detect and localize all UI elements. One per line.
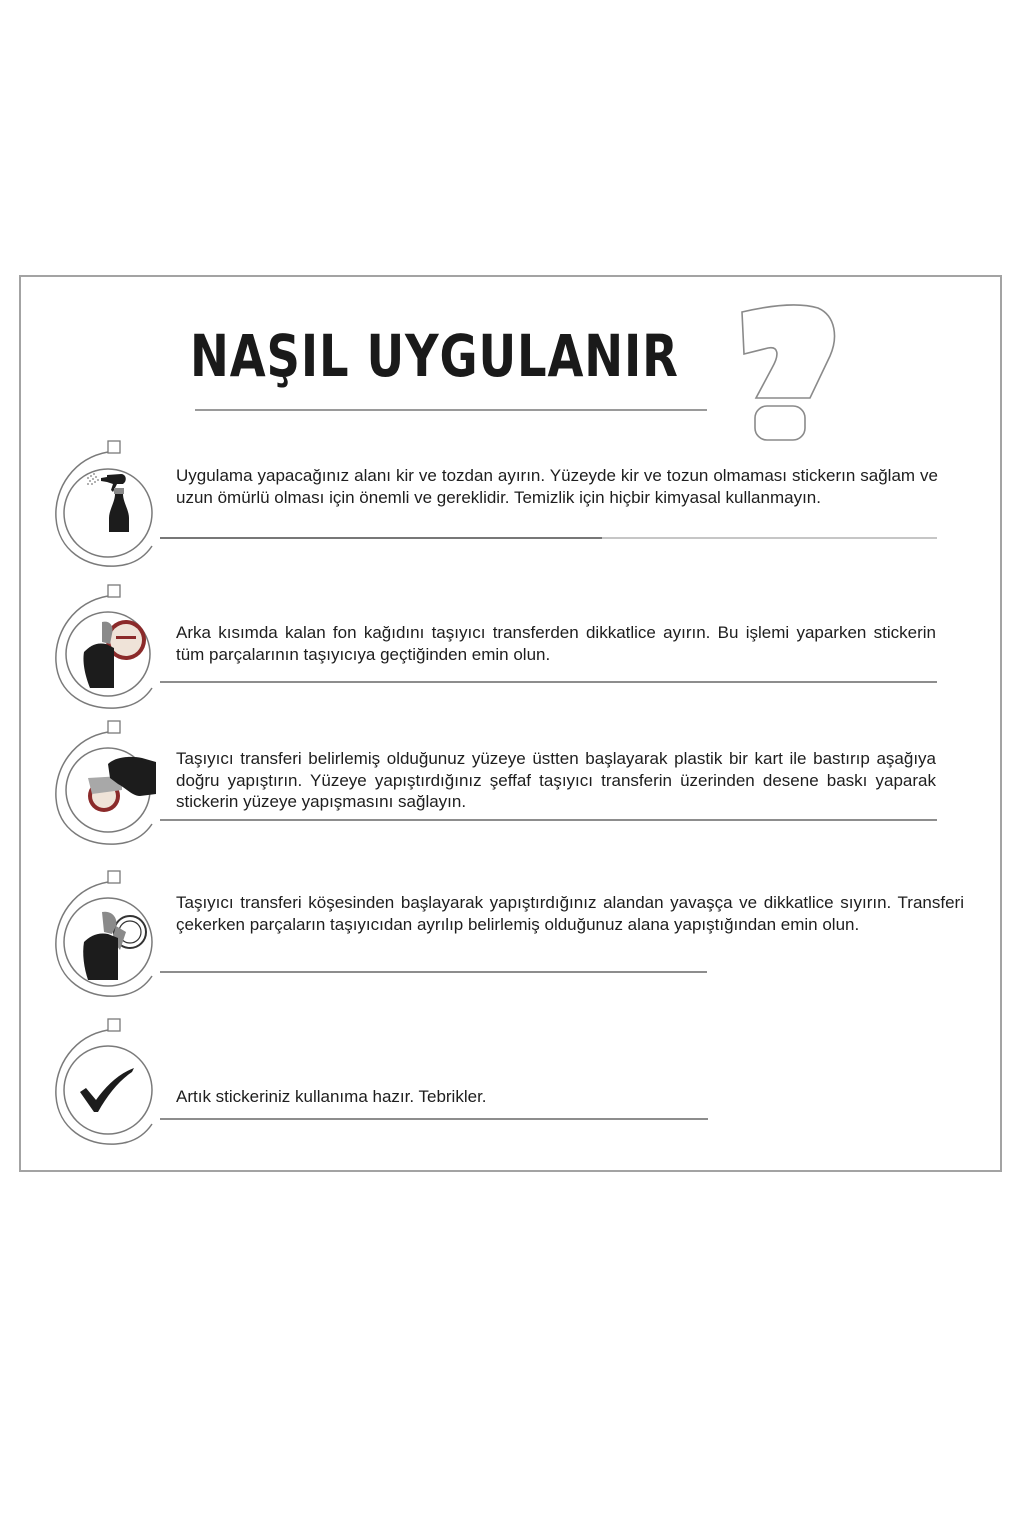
page-title: NAŞIL UYGULANIR xyxy=(190,322,679,391)
checkmark-icon xyxy=(76,1066,136,1114)
step-1-rule-light xyxy=(602,537,937,539)
spray-bottle-icon xyxy=(85,470,135,534)
step-1-text: Uygulama yapacağınız alanı kir ve tozdan ayırın. Yüzeyde kir ve tozun olmaması stickerın sağlam ve uzun ömürlü olması için önemli ve gereklidir. Temizlik için hiçbir kimyasal kullanmayın. xyxy=(176,466,938,507)
question-mark-icon xyxy=(738,298,838,443)
title-underline xyxy=(195,409,707,411)
step-4-text: Taşıyıcı transferi köşesinden başlayarak yapıştırdığınız alandan yavaşça ve dikkatlice sıyırın. Transferi çekerken parçaların taşıyıcıdan ayrılıp belirlemiş olduğunuz alana yapıştığından emin olun. xyxy=(176,893,964,934)
peel-backing-paper-icon xyxy=(80,618,150,688)
step-2-text: Arka kısımda kalan fon kağıdını taşıyıcı transferden dikkatlice ayırın. Bu işlemi yaparken stickerin tüm parçalarının taşıyıcıya geçtiğinden emin olun. xyxy=(176,623,936,664)
peel-transfer-icon xyxy=(82,910,152,980)
step-5-rule xyxy=(160,1118,708,1120)
step-3-text: Taşıyıcı transferi belirlemiş olduğunuz yüzeye üstten başlayarak plastik bir kart ile bastırıp aşağıya doğru yapıştırın. Yüzeye yapıştırdığınız şeffaf taşıyıcı transferin üzerinden desene baskı yaparak stickerin yüzeye yapışmasını sağlayın. xyxy=(176,749,936,811)
press-with-card-icon xyxy=(82,754,158,814)
step-5-text: Artık stickeriniz kullanıma hazır. Tebrikler. xyxy=(176,1087,487,1106)
step-2-rule xyxy=(160,681,937,683)
step-3-rule xyxy=(160,819,937,821)
step-1-rule xyxy=(160,537,602,539)
step-4-rule xyxy=(160,971,707,973)
